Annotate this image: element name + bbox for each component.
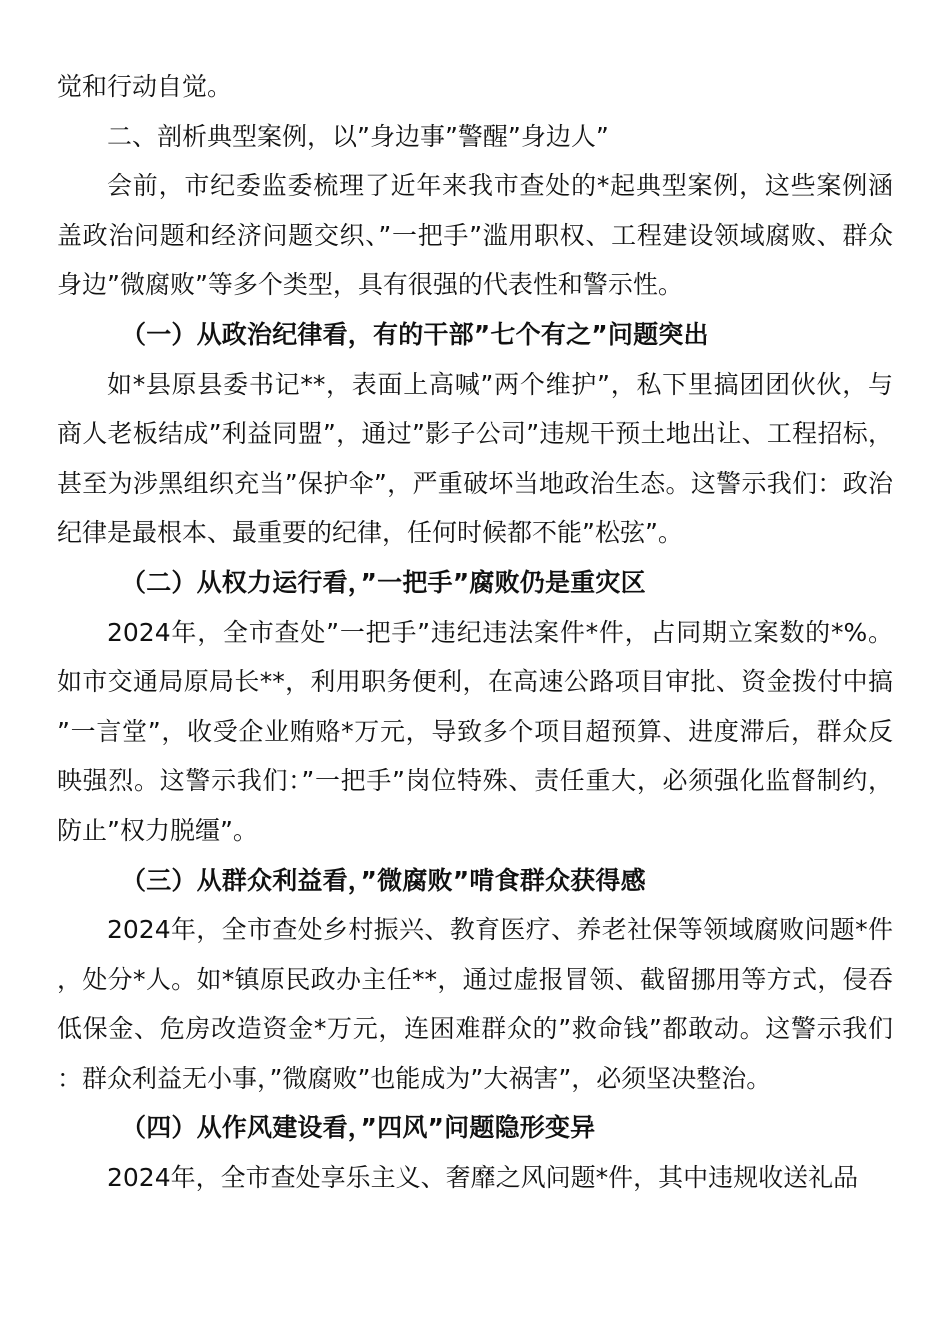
paragraph-intro: 会前，市纪委监委梳理了近年来我市查处的*起典型案例，这些案例涵盖政治问题和经济问题交织、”一把手”滥用职权、工程建设领域腐败、群众身边”微腐败”等多个类型，具有很强的代表性和警示性。 [57, 171, 893, 300]
paragraph-continuation: 觉和行动自觉。 [57, 72, 233, 101]
document-body [57, 62, 893, 1203]
subheading-political-discipline: （一）从政治纪律看，有的干部”七个有之”问题突出 [121, 319, 709, 349]
paragraph-public-interest: 2024年，全市查处乡村振兴、教育医疗、养老社保等领域腐败问题*件，处分*人。如*镇原民政办主任**，通过虚报冒领、截留挪用等方式，侵吞低保金、危房改造资金*万元，连困难群众的”救命钱”都敢动。这警示我们：群众利益无小事，”微腐败”也能成为”大祸害”，必须坚决整治。 [57, 915, 893, 1093]
section-heading: 二、剖析典型案例，以”身边事”警醒”身边人” [107, 121, 609, 151]
paragraph-political-discipline: 如*县原县委书记**，表面上高喊”两个维护”，私下里搞团团伙伙，与商人老板结成”利益同盟”，通过”影子公司”违规干预土地出让、工程招标，甚至为涉黑组织充当”保护伞”，严重破坏当地政治生态。这警示我们：政治纪律是最根本、最重要的纪律，任何时候都不能”松弦”。 [57, 369, 893, 548]
subheading-power-operation: （二）从权力运行看，”一把手”腐败仍是重灾区 [121, 567, 646, 597]
subheading-work-style: （四）从作风建设看，”四风”问题隐形变异 [121, 1113, 596, 1143]
paragraph-work-style: 2024年，全市查处享乐主义、奢靡之风问题*件，其中违规收送礼品 [107, 1163, 859, 1193]
paragraph-power-operation: 2024年，全市查处”一把手”违纪违法案件*件，占同期立案数的*%。如市交通局原局长**，利用职务便利，在高速公路项目审批、资金拨付中搞”一言堂”，收受企业贿赂*万元，导致多个项目超预算、进度滞后，群众反映强烈。这警示我们：”一把手”岗位特殊、责任重大，必须强化监督制约，防止”权力脱缰”。 [57, 617, 893, 845]
subheading-public-interest: （三）从群众利益看，”微腐败”啃食群众获得感 [121, 865, 646, 895]
